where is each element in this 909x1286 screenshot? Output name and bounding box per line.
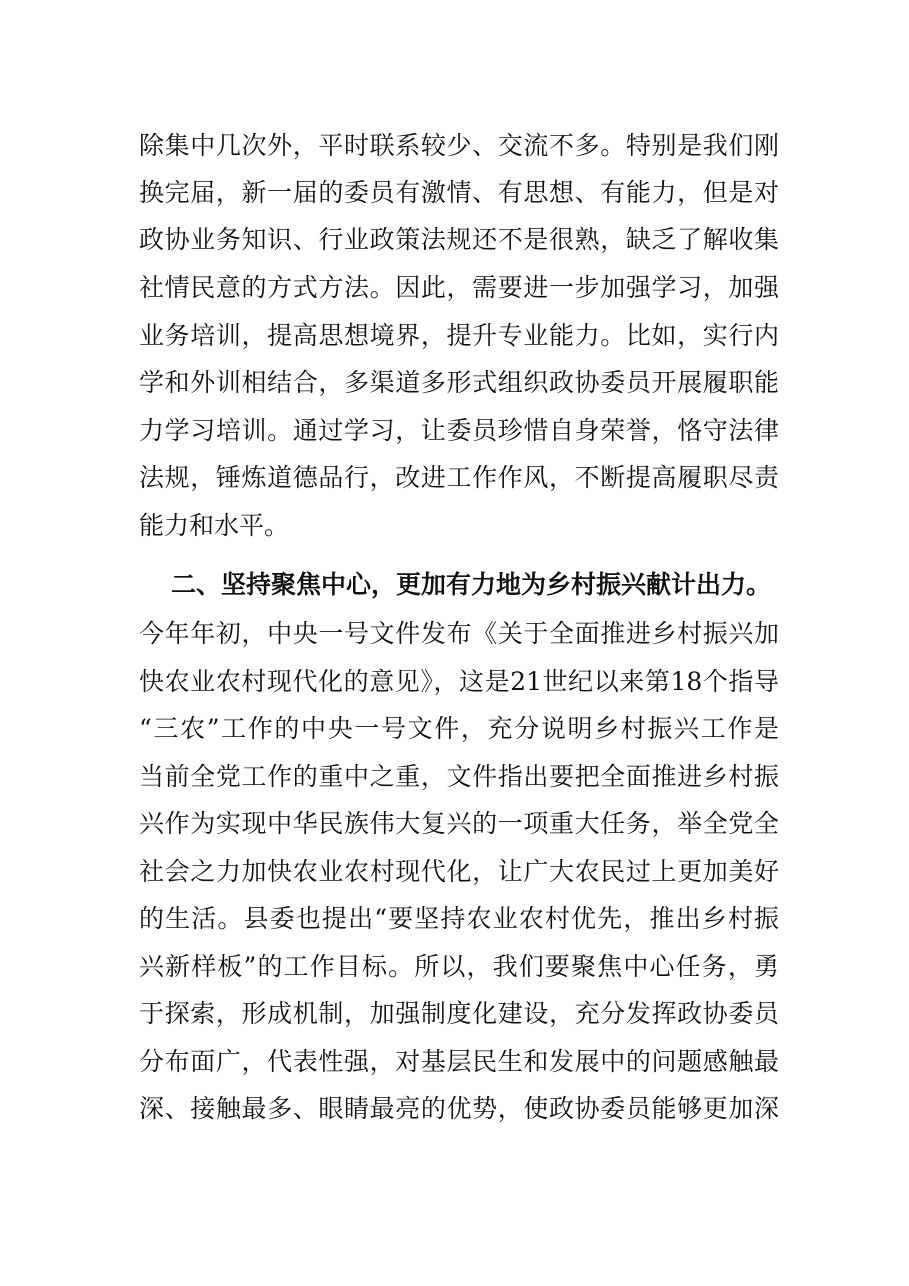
paragraph-line: 深、接触最多、眼睛最亮的优势，使政协委员能够更加深 [139,1094,779,1123]
paragraph-line: 除集中几次外，平时联系较少、交流不多。特别是我们刚 [139,131,779,160]
paragraph-line: 法规，锤炼道德品行，改进工作作风，不断提高履职尽责 [139,463,779,492]
paragraph-line: 快农业农村现代化的意见》，这是21世纪以来第18个指导 [139,667,779,696]
paragraph-line: 兴作为实现中华民族伟大复兴的一项重大任务，举全党全 [139,809,779,838]
paragraph-line: 能力和水平。 [139,511,290,540]
paragraph-line: 今年年初，中央一号文件发布《关于全面推进乡村振兴加 [139,619,779,648]
paragraph-line: 兴新样板”的工作目标。所以，我们要聚焦中心任务，勇 [139,952,779,981]
paragraph-line: 社会之力加快农业农村现代化，让广大农民过上更加美好 [139,857,779,886]
paragraph-line: 分布面广，代表性强，对基层民生和发展中的问题感触最 [139,1047,779,1076]
paragraph-line: 当前全党工作的重中之重，文件指出要把全面推进乡村振 [139,762,779,791]
paragraph-line: 政协业务知识、行业政策法规还不是很熟，缺乏了解收集 [139,225,779,254]
section-heading: 二、坚持聚焦中心，更加有力地为乡村振兴献计出力。 [171,570,771,599]
paragraph-line: “三农”工作的中央一号文件，充分说明乡村振兴工作是 [139,714,779,743]
paragraph-line: 于探索，形成机制，加强制度化建设，充分发挥政协委员 [139,999,779,1028]
paragraph-line: 力学习培训。通过学习，让委员珍惜自身荣誉，恪守法律 [139,416,779,445]
paragraph-line: 的生活。县委也提出“要坚持农业农村优先，推出乡村振 [139,904,779,933]
paragraph-line: 业务培训，提高思想境界，提升专业能力。比如，实行内 [139,321,779,350]
paragraph-line: 换完届，新一届的委员有激情、有思想、有能力，但是对 [139,178,779,207]
paragraph-line: 学和外训相结合，多渠道多形式组织政协委员开展履职能 [139,368,779,397]
paragraph-line: 社情民意的方式方法。因此，需要进一步加强学习，加强 [139,273,779,302]
